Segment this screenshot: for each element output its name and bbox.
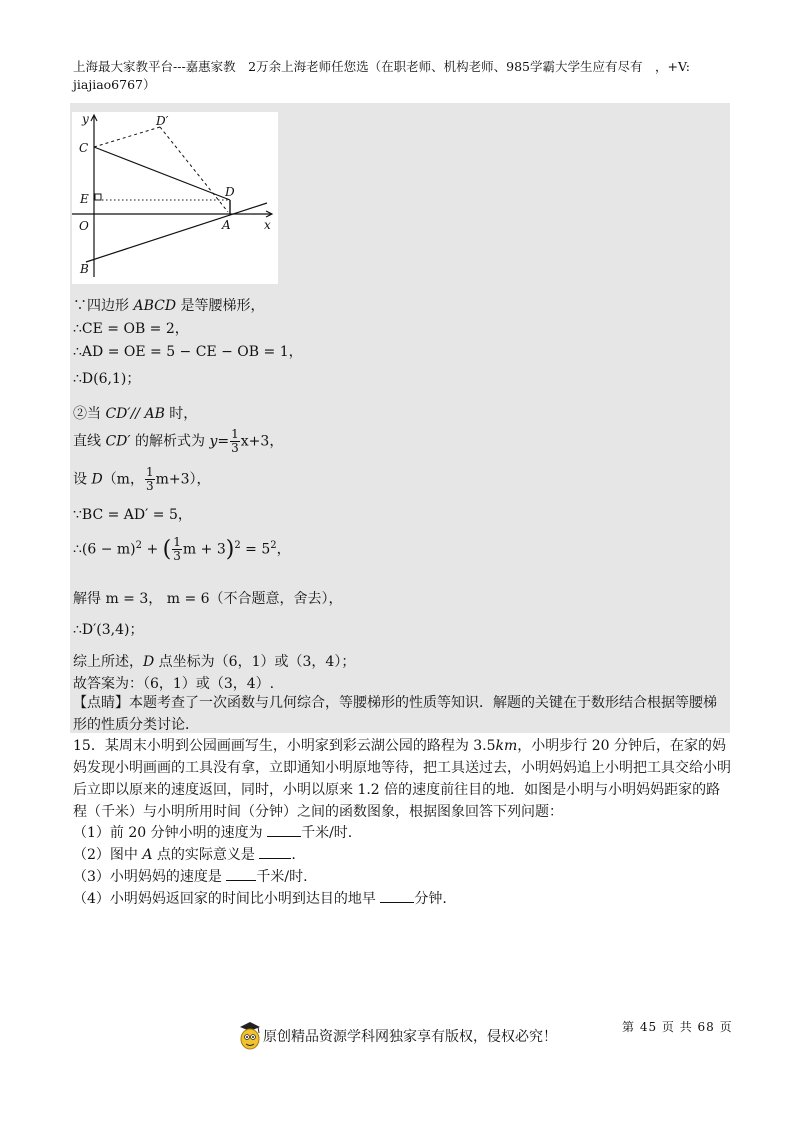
page-header [73,58,733,94]
question-part-4: （4）小明妈妈返回家的时间比小明到达目的地早 分钟. [73,888,733,910]
solution-line-11: ∴D′(3,4)； [73,622,144,638]
question-part-3: （3）小明妈妈的速度是 千米/时. [73,866,733,888]
label-d: D [225,185,235,199]
answer-blank[interactable] [380,888,414,903]
solution-line-5: ②当 CD′// AB 时， [73,406,198,422]
solution-line-6: 直线 CD′ 的解析式为 y= $\frac{1}{3}$ x+3， [73,427,284,455]
solution-line-3: ∴AD = OE = 5 − CE − OB = 1， [73,344,303,360]
label-x: x [264,218,271,232]
fraction-one-third: $\frac{1}{3}$ [145,465,154,493]
page-footer [237,1016,557,1056]
page-number: 第 45 页 共 68 页 [622,1020,733,1034]
answer-blank[interactable] [259,844,291,859]
solution-line-7: 设 D（m， $\frac{1}{3}$ m+3）， [73,465,211,493]
segment-cd [94,147,230,200]
question-part-1: （1）前 20 分钟小明的速度为 千米/时. [73,822,733,844]
header-line-2: jiajiao6767） [73,77,156,92]
solution-line-10: 解得 m = 3， m = 6（不合题意，舍去）， [73,591,343,607]
solution-line-8: ∵BC = AD′ = 5， [73,507,192,523]
label-d-prime: D′ [156,114,169,128]
right-angle-mark [95,194,101,200]
mascot-icon [237,1019,263,1053]
answer-blank[interactable] [267,822,301,837]
label-a: A [222,218,231,232]
geometry-figure [72,112,278,284]
answer-blank[interactable] [226,866,256,881]
question-stem: 15．某周末小明到公园画画写生，小明家到彩云湖公园的路程为 3.5km，小明步行 20 分钟后，在家的妈妈发现小明画画的工具没有拿，立即通知小明原地等待，把工具送过去，小明妈妈追上小明把工具交给小明后立即以原来的速度返回，同时，小明以原来 1.2 倍的速度前往目的地．如图是小明与小明妈妈距家的路程（千米）与小明所用时间（分钟）之间的函数图象，根据图象回答下列问题： [73,738,731,820]
header-line-1: 上海最大家教平台---嘉惠家教 2万余上海老师任您选（在职老师、机构老师、985学霸大学生应有尽有 ，+V: [73,59,690,74]
footer-copyright: 原创精品资源学科网独家享有版权，侵权必究！ [263,1029,557,1045]
label-o: O [79,219,89,233]
solution-line-1: ∵四边形 ABCD 是等腰梯形， [73,298,265,314]
label-e: E [80,192,89,206]
segment-cd-prime [94,127,160,147]
line-ab [86,203,267,262]
solution-line-12: 综上所述，D 点坐标为（6，1）或（3，4）； [73,654,356,670]
label-y: y [82,112,89,126]
coordinate-diagram [72,112,278,284]
label-b: B [80,262,89,276]
fraction-one-third: $\frac{1}{3}$ [173,535,181,563]
solution-line-9: ∴(6 − m)$^2$ + ( $\frac{1}{3}$ $m + 3)^2 = 5^2$， [73,535,291,563]
fraction-one-third: $\frac{1}{3}$ [231,427,239,455]
solution-line-13: 故答案为：（6，1）或（3，4）. [73,676,275,692]
label-c: C [79,141,89,155]
question-part-2: （2）图中 A 点的实际意义是 . [73,844,733,866]
solution-line-4: ∴D(6,1)； [73,371,141,387]
comment-paragraph: 【点睛】本题考查了一次函数与几何综合，等腰梯形的性质等知识．解题的关键在于数形结合根据等腰梯形的性质分类讨论． [73,695,717,733]
solution-line-2: ∴CE = OB = 2， [73,321,189,337]
segment-d-prime-a [160,127,228,212]
